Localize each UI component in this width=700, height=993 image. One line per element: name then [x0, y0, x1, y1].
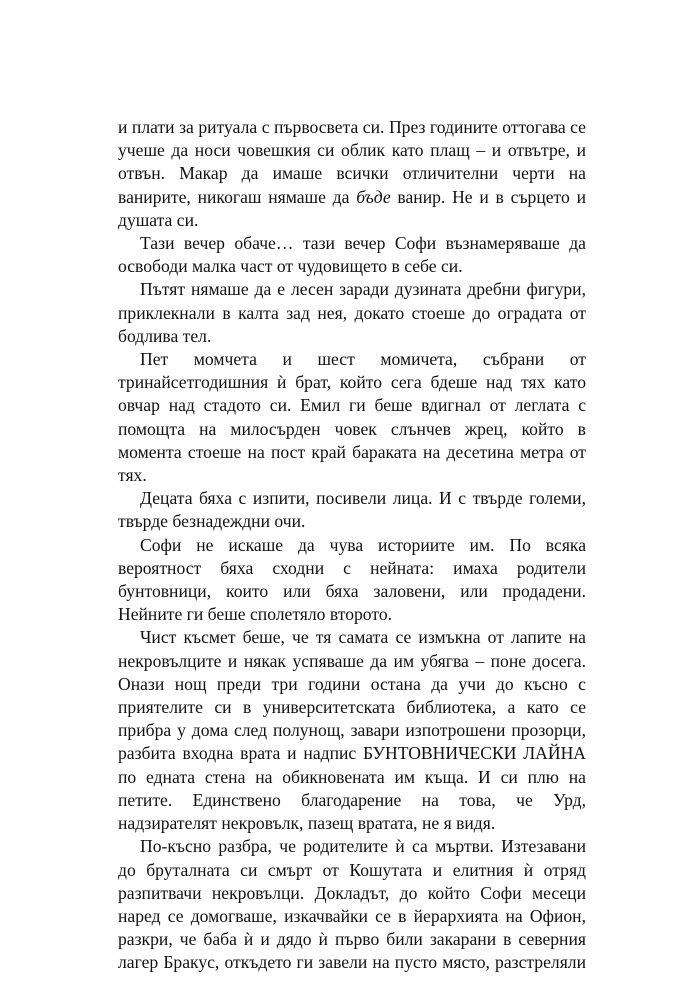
page-body: [118, 116, 586, 975]
paragraph-text: Тази вечер обаче… тази вечер Софи възнамеряваше да освободи малка част от чудовището в себе си.: [118, 233, 586, 277]
paragraph: [118, 835, 586, 974]
paragraph: [118, 534, 586, 627]
paragraph: [118, 232, 586, 278]
paragraph-text: По-късно разбра, че родителите ѝ са мъртви. Изтезавани до бруталната си смърт от Кошутата и елитния ѝ отряд разпитвачи некровълци. Докладът, до който Софи месеци наред се домогваше, изкачвайки се в йерархията на Офион, разкри, че баба ѝ и дядо ѝ първо били закарани в северния лагер Бракус, откъдето ги завели на пусто място, разстреляли: [118, 836, 586, 973]
italic-text: бъде: [356, 186, 391, 207]
paragraph: [118, 278, 586, 348]
paragraph-text: Софи не искаше да чува историите им. По всяка вероятност бяха сходни с нейната: имаха родители бунтовници, които или бяха заловени, или продадени. Нейните ги беше сполетяло второто.: [118, 534, 586, 625]
paragraph-text: Пътят нямаше да е лесен заради дузината дребни фигури, приклекнали в калта зад нея, докато стоеше до оградата от бодлива тел.: [118, 279, 586, 346]
paragraph-text: и плати за ритуала с първосвета си. През годините оттогава се учеше да носи човешкия си облик като плащ – и отвътре, и отвън. Макар да имаше всички отличителни черти на ванирите, никогаш нямаше да: [118, 117, 586, 207]
paragraph: [118, 348, 586, 487]
paragraph: [118, 116, 586, 232]
paragraph-text: ванир. Не и в сърцето и душата си.: [118, 186, 586, 230]
paragraph-text: Пет момчета и шест момичета, събрани от тринайсетгодишния ѝ брат, който сега бдеше над тях като овчар над стадото си. Емил ги беше вдигнал от леглата с помощта на милосърден човек слънчев жрец, който в момента стоеше на пост край бараката на десетина метра от тях.: [118, 349, 586, 486]
paragraph: [118, 626, 586, 835]
paragraph-text: Чист късмет беше, че тя самата се измъкна от лапите на некровълците и някак успяваше да им убягва – поне досега. Онази нощ преди три години остана да учи до късно с приятелите си в университетската библиотека, а като се прибра у дома след полунощ, завари изпотрошени прозорци, разбита входна врата и надпис БУНТОВНИЧЕСКИ ЛАЙНА по едната стена на обикновената им къща. И си плю на петите. Единствено благодарение на това, че Урд, надзирателят некровълк, пазещ вратата, не я видя.: [118, 627, 586, 834]
paragraph-text: Децата бяха с изпити, посивели лица. И с твърде големи, твърде безнадеждни очи.: [118, 488, 586, 532]
paragraph: [118, 487, 586, 533]
